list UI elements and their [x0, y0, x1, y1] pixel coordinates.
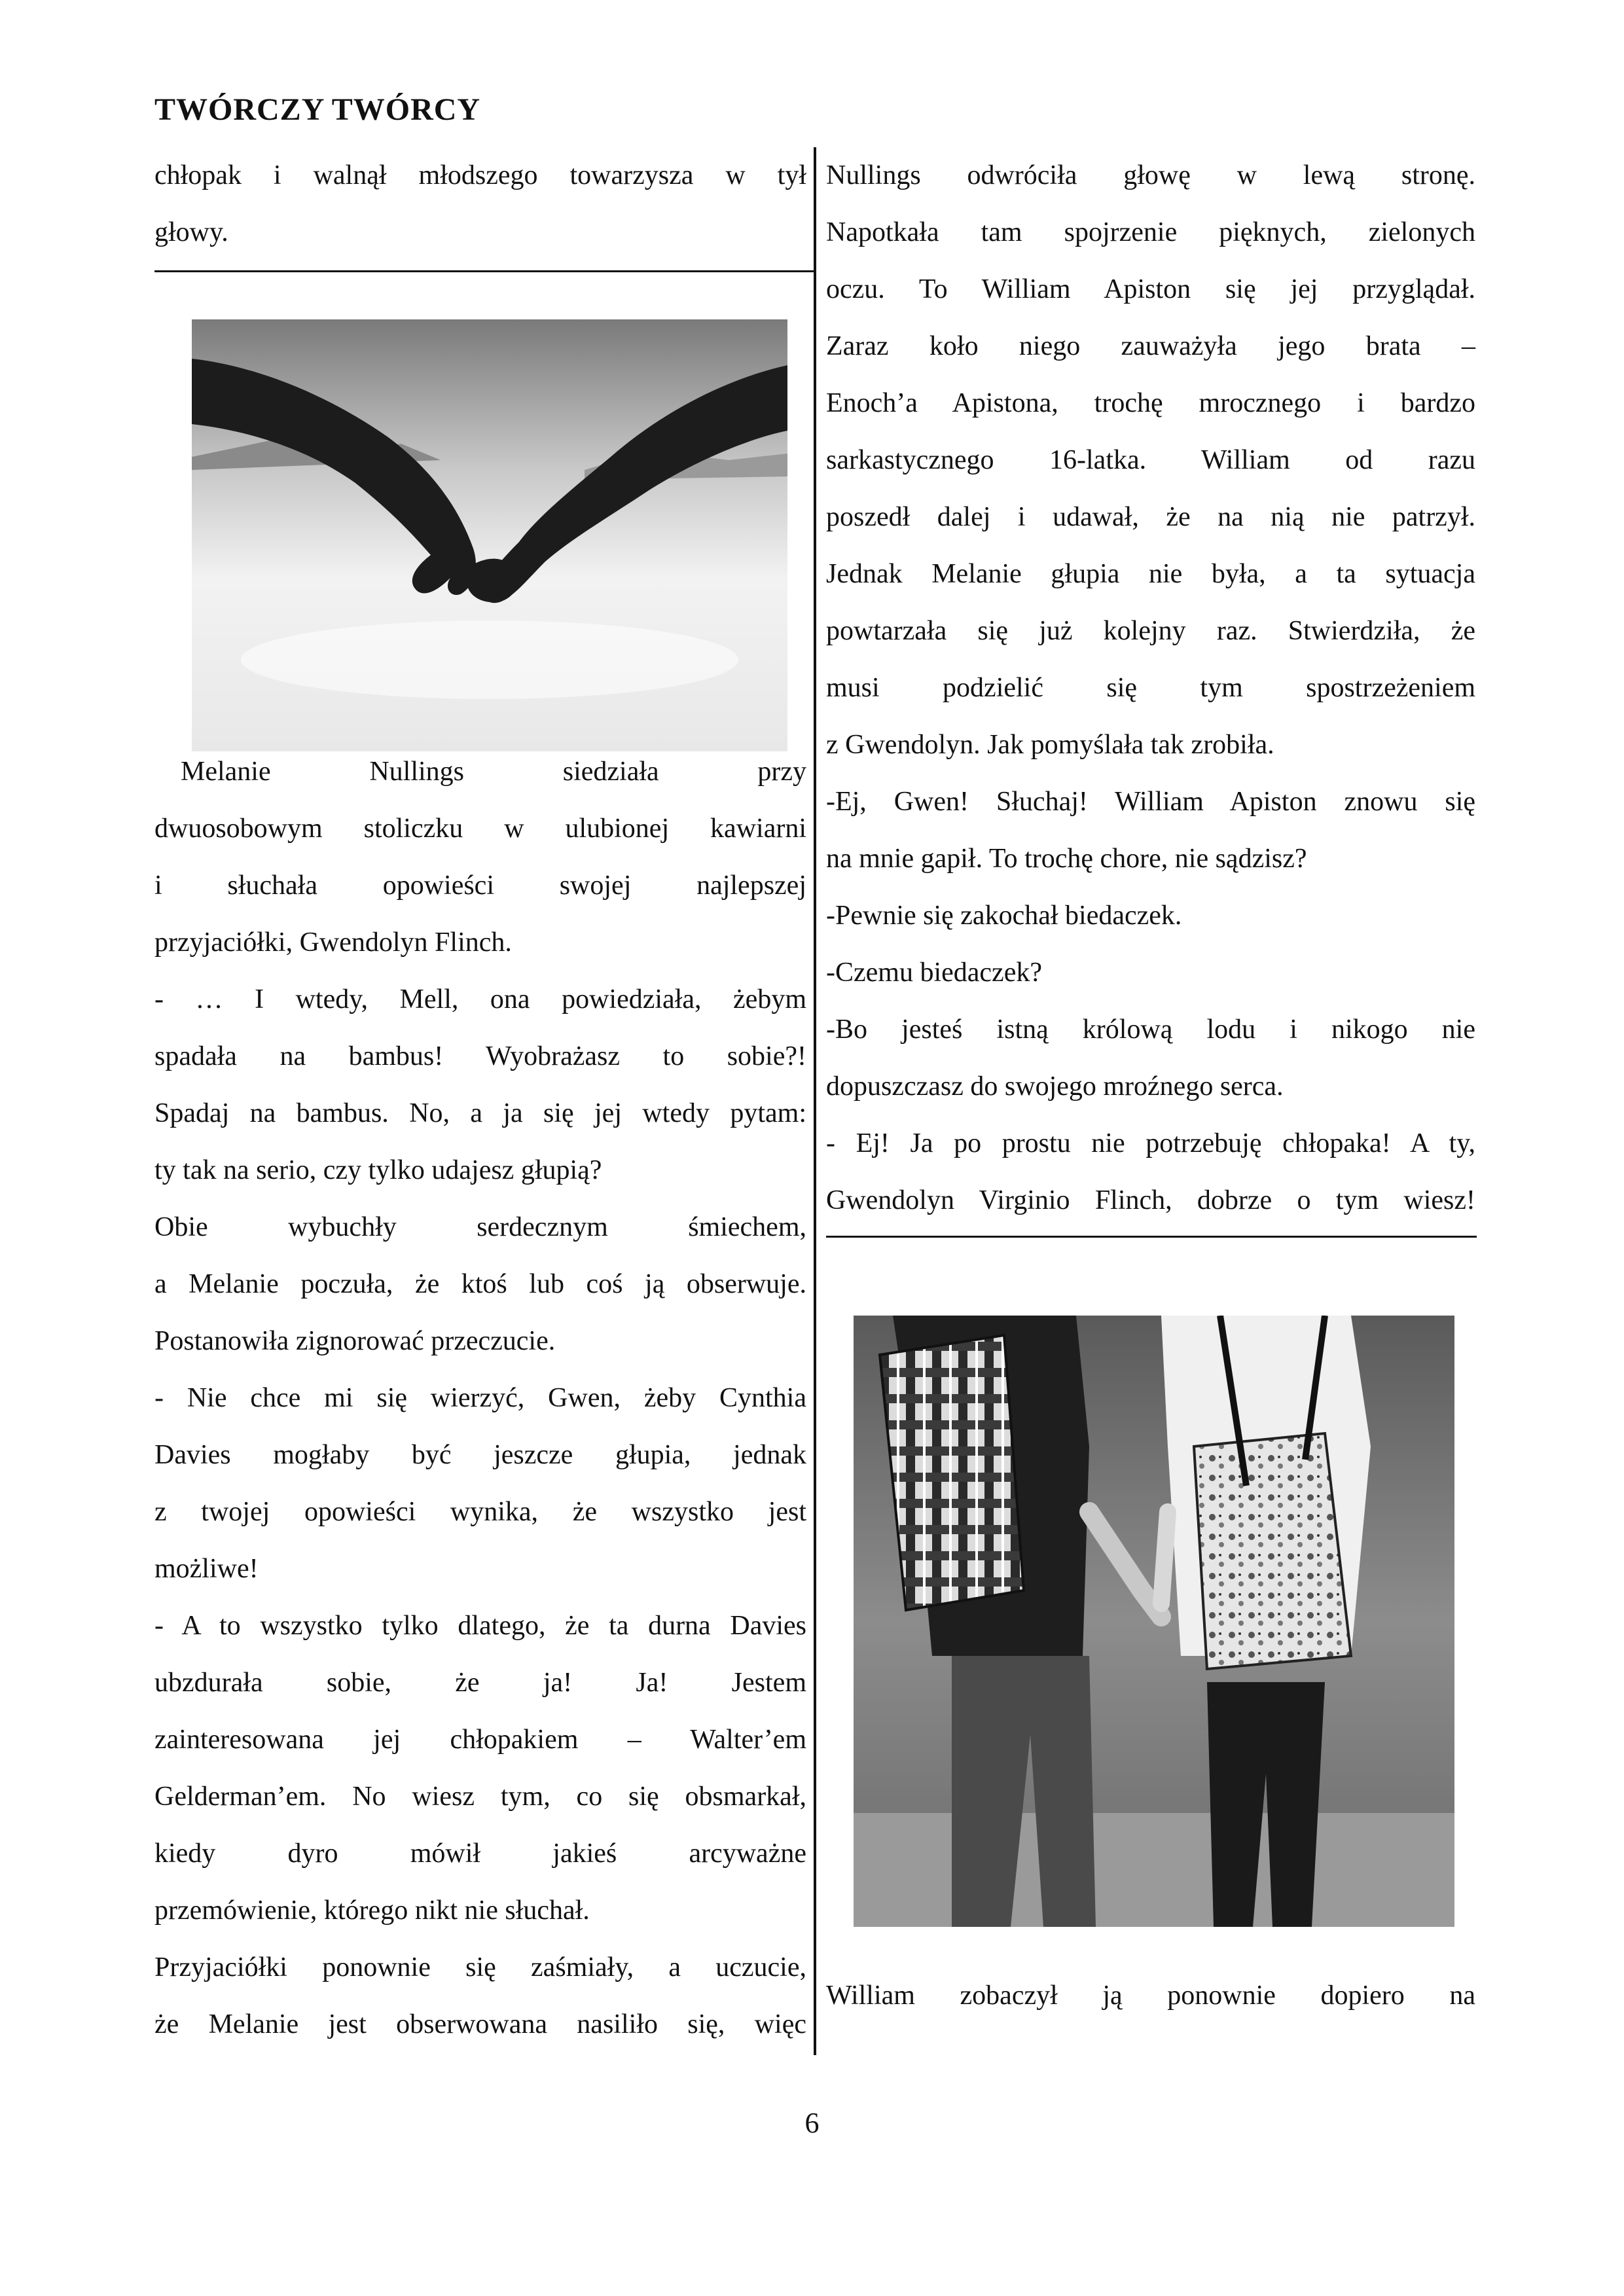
left-line-12: - Nie chce mi się wierzyć, Gwen, żeby Cynthia [154, 1383, 806, 1413]
left-line-1: Melanie Nullings siedziała przy [181, 757, 806, 787]
couple-backpacks-photo [854, 1316, 1454, 1927]
right-line-16: -Bo jesteś istną królową lodu i nikogo nie [826, 1014, 1475, 1045]
left-story-text [154, 744, 806, 2053]
right-line-3: oczu. To William Apiston się jej przyglądał. [826, 274, 1475, 304]
left-intro-line-1: chłopak i walnął młodszego towarzysza w tył [154, 160, 806, 190]
right-line-8: Jednak Melanie głupia nie była, a ta sytuacja [826, 559, 1475, 589]
left-line-19: Gelderman’em. No wiesz tym, co się obsmarkał, [154, 1782, 806, 1812]
left-line-7: Spadaj na bambus. No, a ja się jej wtedy pytam: [154, 1098, 806, 1128]
left-line-10: a Melanie poczuła, że ktoś lub coś ją obserwuje. [154, 1269, 806, 1299]
left-line-5: - … I wtedy, Mell, ona powiedziała, żebym [154, 984, 806, 1014]
left-line-21: przemówienie, którego nikt nie słuchał. [154, 1895, 590, 1926]
right-line-2: Napotkała tam spojrzenie pięknych, zielonych [826, 217, 1475, 247]
right-closing-text [826, 1967, 1475, 2024]
column-separator-line [814, 147, 816, 2055]
right-line-13: na mnie gapił. To trochę chore, nie sądzisz? [826, 844, 1307, 874]
right-line-4: Zaraz koło niego zauważyła jego brata – [826, 331, 1475, 361]
right-line-14: -Pewnie się zakochał biedaczek. [826, 901, 1182, 931]
right-line-6: sarkastycznego 16-latka. William od razu [826, 445, 1475, 475]
right-line-7: poszedł dalej i udawał, że na nią nie patrzył. [826, 502, 1475, 532]
right-closing-line: William zobaczył ją ponownie dopiero na [826, 1981, 1475, 2011]
left-line-6: spadała na bambus! Wyobrażasz to sobie?! [154, 1041, 806, 1071]
left-line-4: przyjaciółki, Gwendolyn Flinch. [154, 927, 512, 958]
left-line-22: Przyjaciółki ponownie się zaśmiały, a uczucie, [154, 1952, 806, 1982]
left-line-8: ty tak na serio, czy tylko udajesz głupią? [154, 1155, 602, 1185]
couple-walking-image [854, 1316, 1454, 1927]
right-divider-line [826, 1236, 1477, 1238]
left-line-14: z twojej opowieści wynika, że wszystko jest [154, 1497, 806, 1527]
right-line-1: Nullings odwróciła głowę w lewą stronę. [826, 160, 1475, 190]
right-line-12: -Ej, Gwen! Słuchaj! William Apiston znowu się [826, 787, 1475, 817]
right-line-9: powtarzała się już kolejny raz. Stwierdziła, że [826, 616, 1475, 646]
right-line-15: -Czemu biedaczek? [826, 958, 1042, 988]
left-column [154, 147, 806, 261]
right-line-17: dopuszczasz do swojego mroźnego serca. [826, 1071, 1284, 1102]
left-line-2: dwuosobowym stoliczku w ulubionej kawiarni [154, 814, 806, 844]
page-heading: TWÓRCZY TWÓRCY [154, 92, 481, 127]
left-line-13: Davies mogłaby być jeszcze głupia, jednak [154, 1440, 806, 1470]
right-line-11: z Gwendolyn. Jak pomyślała tak zrobiła. [826, 730, 1274, 760]
left-line-18: zainteresowana jej chłopakiem – Walter’em [154, 1725, 806, 1755]
right-line-5: Enoch’a Apistona, trochę mrocznego i bardzo [826, 388, 1475, 418]
right-line-18: - Ej! Ja po prostu nie potrzebuję chłopaka! A ty, [826, 1128, 1475, 1158]
silhouette-hands-image [192, 319, 787, 751]
left-line-15: możliwe! [154, 1554, 259, 1584]
right-line-19: Gwendolyn Virginio Flinch, dobrze o tym wiesz! [826, 1185, 1475, 1215]
left-line-23: że Melanie jest obserwowana nasiliło się, więc [154, 2009, 806, 2039]
left-line-9: Obie wybuchły serdecznym śmiechem, [154, 1212, 806, 1242]
left-line-20: kiedy dyro mówił jakieś arcyważne [154, 1839, 806, 1869]
right-story-text [826, 147, 1475, 1229]
right-line-10: musi podzielić się tym spostrzeżeniem [826, 673, 1475, 703]
left-line-16: - A to wszystko tylko dlatego, że ta durna Davies [154, 1611, 806, 1641]
left-line-3: i słuchała opowieści swojej najlepszej [154, 870, 806, 901]
left-line-17: ubzdurała sobie, że ja! Ja! Jestem [154, 1668, 806, 1698]
holding-hands-photo [192, 319, 787, 751]
left-divider-line [154, 270, 816, 272]
page-number: 6 [804, 2107, 820, 2139]
left-line-11: Postanowiła zignorować przeczucie. [154, 1326, 556, 1356]
left-intro-line-2: głowy. [154, 217, 228, 247]
